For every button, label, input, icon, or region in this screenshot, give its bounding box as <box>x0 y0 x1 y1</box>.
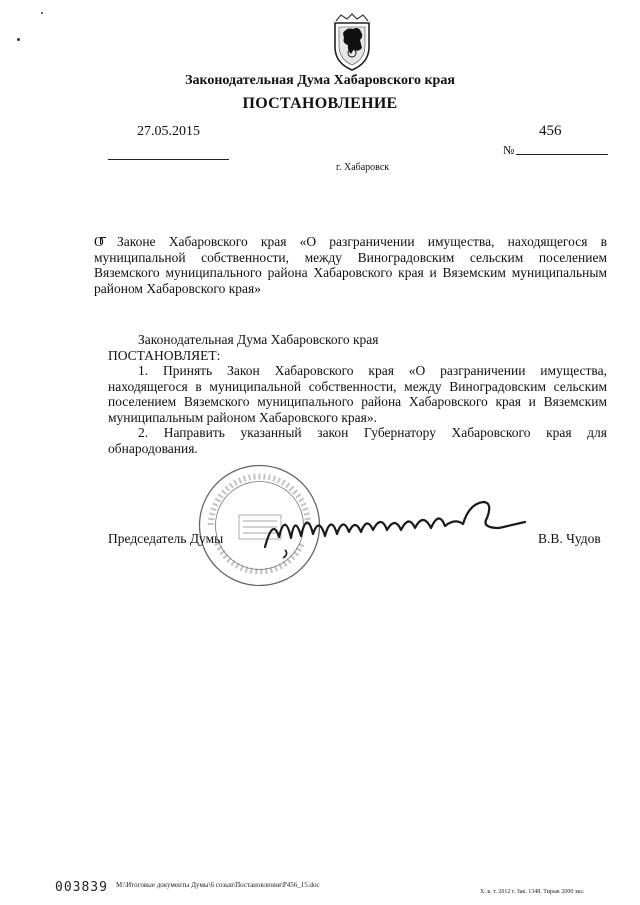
date-underline <box>108 159 229 160</box>
document-date: 27.05.2015 <box>137 124 200 139</box>
print-info: Х. к. т. 2012 г. Зак. 1348. Тираж 2000 экз. <box>480 889 585 895</box>
resolution-item-2: 2. Направить указанный закон Губернатору Хабаровского края для обнародования. <box>108 425 607 456</box>
signatory-name: В.В. Чудов <box>538 531 601 546</box>
document-type-heading: ПОСТАНОВЛЕНИЕ <box>242 95 398 112</box>
preamble: Законодательная Дума Хабаровского края <box>138 332 379 347</box>
resolves-heading: ПОСТАНОВЛЯЕТ: <box>108 347 221 363</box>
scan-speck <box>17 38 20 41</box>
file-path: M:\Итоговые документы Думы\6 созыв\Постановления\P456_15.doc <box>116 881 320 889</box>
register-number: 003839 <box>55 880 108 895</box>
subject-title: О Законе Хабаровского края «О разграничении имущества, находящегося в муниципальной собственности, между Виноградовским сельским поселением Вяземского муниципального района Хабаровского края и Вяземским муниципальным районом Хабаровского края» <box>94 234 607 296</box>
city-label: г. Хабаровск <box>336 162 390 173</box>
signatory-role: Председатель Думы <box>108 531 224 546</box>
scan-speck <box>41 12 43 14</box>
coat-of-arms-emblem <box>327 13 377 73</box>
handwritten-signature <box>255 492 535 562</box>
resolution-item-1: 1. Принять Закон Хабаровского края «О разграничении имущества, находящегося в муниципальной собственности, между Виноградовским сельским поселением Вяземского муниципального района Хабаровского края и Вяземским муниципальным районом Хабаровского края». <box>108 363 607 425</box>
organization-title: Законодательная Дума Хабаровского края <box>185 73 455 88</box>
number-sign: № <box>503 143 515 157</box>
number-underline <box>516 154 608 155</box>
resolution-body <box>108 332 607 456</box>
document-number: 456 <box>539 123 562 139</box>
